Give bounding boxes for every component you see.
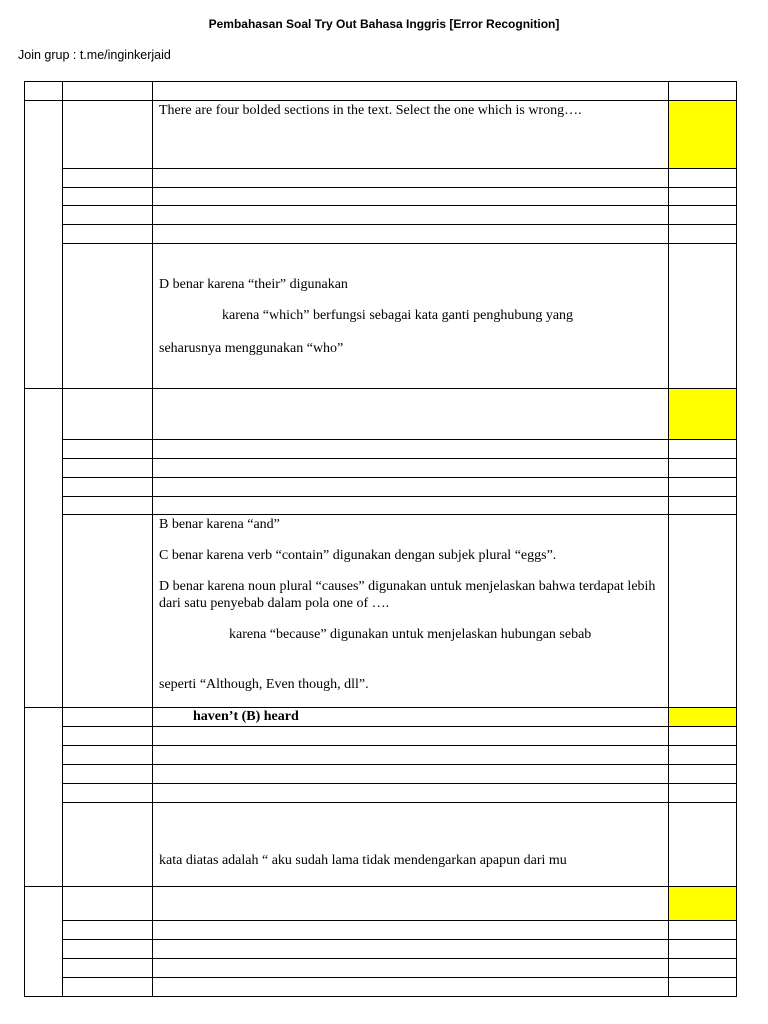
question-1-option-row [25,225,737,244]
join-group-text: Join grup : t.me/inginkerjaid [18,48,171,62]
question-3-prompt-cell [153,708,669,727]
question-2-explanation-line-3: D benar karena noun plural “causes” digunakan untuk menjelaskan bahwa terdapat lebih dari satu penyebab dalam pola one of …. [159,579,656,611]
question-3-option-row [25,765,737,784]
question-4-option-label-cell [63,887,153,921]
table-header-row [25,82,737,101]
question-3-explanation-row [25,803,737,887]
question-4-option-row [25,959,737,978]
question-3-prompt: haven’t (B) heard [193,709,299,724]
question-1-prompt: There are four bolded sections in the text. Select the one which is wrong…. [159,103,582,118]
question-4-prompt-row [25,887,737,921]
question-2-number-cell [25,389,63,708]
question-1-prompt-row [25,101,737,169]
question-1-option-row [25,188,737,206]
question-3-option-row [25,746,737,765]
question-1-explanation-cell [153,244,669,389]
question-3-explanation-cell [153,803,669,887]
header-cell-option [63,82,153,101]
question-4-option-row [25,940,737,959]
question-3-answer-highlight [669,708,737,727]
question-2-option-row [25,440,737,459]
question-2-option-label-cell [63,389,153,440]
question-1-explanation-line-1: D benar karena “their” digunakan [159,277,348,292]
question-1-number-cell [25,101,63,389]
header-cell-answer [669,82,737,101]
question-1-option-row [25,206,737,225]
question-4-option-row [25,921,737,940]
question-1-option-row [25,169,737,188]
question-2-explanation-line-1: B benar karena “and” [159,517,280,532]
question-4-option-row [25,978,737,997]
question-1-prompt-cell [153,101,669,169]
question-2-prompt-cell [153,389,669,440]
question-3-option-row [25,784,737,803]
question-3-explanation-line-1: kata diatas adalah “ aku sudah lama tidak mendengarkan apapun dari mu [159,853,567,868]
question-1-option-label-cell [63,101,153,169]
question-2-option-row [25,459,737,478]
question-2-explanation-row [25,515,737,708]
question-3-option-row [25,727,737,746]
question-3-number-cell [25,708,63,887]
question-2-explanation-line-2: C benar karena verb “contain” digunakan dengan subjek plural “eggs”. [159,548,557,563]
question-1-explanation-row [25,244,737,389]
header-cell-number [25,82,63,101]
header-cell-text [153,82,669,101]
question-4-prompt-cell [153,887,669,921]
question-4-answer-highlight [669,887,737,921]
question-2-prompt-row [25,389,737,440]
question-1-explanation-line-3: seharusnya menggunakan “who” [159,341,344,356]
answer-table [24,81,737,997]
question-2-explanation-cell [153,515,669,708]
page-title: Pembahasan Soal Try Out Bahasa Inggris [Error Recognition] [208,17,560,31]
question-3-option-label-cell [63,708,153,727]
question-2-option-row [25,478,737,497]
question-1-explanation-line-2: karena “which” berfungsi sebagai kata ganti penghubung yang [222,308,574,323]
question-2-answer-highlight [669,389,737,440]
question-2-explanation-line-5: seperti “Although, Even though, dll”. [159,677,369,692]
question-2-option-row [25,497,737,515]
question-4-number-cell [25,887,63,997]
question-2-explanation-line-4: karena “because” digunakan untuk menjelaskan hubungan sebab [229,627,592,642]
question-1-answer-highlight [669,101,737,169]
question-3-prompt-row [25,708,737,727]
